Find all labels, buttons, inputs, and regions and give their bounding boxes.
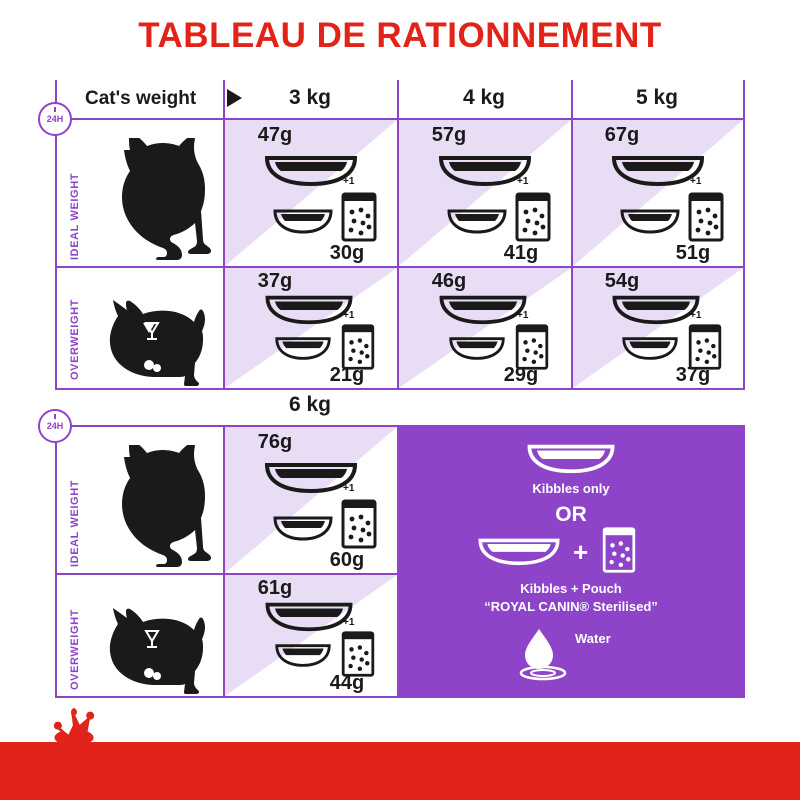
value-kibbles-only: 46g (431, 270, 467, 292)
value-kibbles-only: 61g (257, 577, 293, 599)
value-kibbles-pouch: 30g (329, 242, 365, 264)
cat-overweight-icon (89, 290, 219, 386)
value-kibbles-pouch: 44g (329, 672, 365, 694)
value-kibbles-only: 54g (604, 270, 640, 292)
legend-or-label: OR (555, 503, 587, 526)
royal-canin-crown-icon (44, 708, 106, 752)
value-kibbles-pouch: 21g (329, 364, 365, 386)
water-drop-icon (509, 623, 573, 685)
cell-overweight-6kg (225, 575, 397, 696)
legend-panel (397, 425, 745, 698)
badge-24h-label: 24H (46, 114, 64, 124)
row-label-ideal-top: IDEAL WEIGHT (69, 172, 81, 260)
weight-col-4kg: 4 kg (462, 86, 506, 109)
legend-product-name: “ROYAL CANIN® Sterilised” (484, 599, 658, 614)
bowl-small-icon (447, 334, 507, 364)
bowl-small-icon (273, 641, 333, 671)
weight-col-3kg: 3 kg (288, 86, 332, 109)
value-kibbles-pouch: 37g (675, 364, 711, 386)
weight-col-5kg: 5 kg (635, 86, 679, 109)
badge-24h-bottom (38, 409, 72, 443)
cat-ideal-weight-icon-2 (93, 445, 218, 567)
cat-ideal-weight-icon (93, 138, 218, 260)
badge-24h-label-2: 24H (46, 421, 64, 431)
pouch-icon (339, 190, 379, 244)
legend-kibbles-pouch-label: Kibbles + Pouch (520, 581, 622, 596)
value-kibbles-pouch: 51g (675, 242, 711, 264)
legend-water-label: Water (575, 631, 611, 646)
cell-ideal-6kg (225, 427, 397, 573)
badge-tick-icon (54, 414, 56, 419)
plus-one-label: +1 (690, 310, 702, 321)
value-kibbles-only: 67g (604, 124, 640, 146)
grid-line-v-right-top (743, 80, 745, 388)
legend-kibbles-only-label: Kibbles only (532, 481, 610, 496)
row-label-overweight-top: OVERWEIGHT (69, 299, 81, 380)
legend-plus-label: + (573, 537, 589, 567)
ration-table (46, 80, 745, 700)
pouch-white-icon (599, 525, 639, 575)
grid-line-v-left-bot (55, 425, 57, 696)
cat-weight-label: Cat's weight (85, 88, 197, 109)
row-label-ideal-bottom: IDEAL WEIGHT (69, 479, 81, 567)
cell-overweight-4kg (399, 268, 571, 388)
bowl-small-icon (273, 334, 333, 364)
pouch-icon (339, 497, 379, 551)
value-kibbles-pouch: 41g (503, 242, 539, 264)
bowl-small-icon (445, 206, 509, 238)
weight-col-6kg: 6 kg (288, 393, 332, 416)
plus-one-label: +1 (343, 483, 355, 494)
cell-overweight-3kg (225, 268, 397, 388)
value-kibbles-pouch: 60g (329, 549, 365, 571)
value-kibbles-only: 76g (257, 431, 293, 453)
plus-one-label: +1 (343, 176, 355, 187)
value-kibbles-only: 47g (257, 124, 293, 146)
cat-overweight-icon-2 (89, 598, 219, 694)
bowl-small-icon (618, 206, 682, 238)
value-kibbles-only: 57g (431, 124, 467, 146)
pouch-icon (513, 190, 553, 244)
plus-one-label: +1 (343, 310, 355, 321)
bowl-small-icon (620, 334, 680, 364)
bowl-small-icon (271, 206, 335, 238)
row-label-overweight-bottom: OVERWEIGHT (69, 609, 81, 690)
pouch-icon (686, 190, 726, 244)
footer-bar (0, 742, 800, 800)
plus-one-label: +1 (690, 176, 702, 187)
value-kibbles-only: 37g (257, 270, 293, 292)
cell-ideal-3kg (225, 120, 397, 266)
plus-one-label: +1 (343, 617, 355, 628)
cell-overweight-5kg (573, 268, 743, 388)
bowl-white-small-icon (475, 535, 563, 567)
grid-line-h-2 (55, 388, 745, 390)
cell-ideal-5kg (573, 120, 743, 266)
badge-24h-top (38, 102, 72, 136)
cell-ideal-4kg (399, 120, 571, 266)
bowl-white-icon (523, 441, 619, 475)
badge-tick-icon (54, 107, 56, 112)
plus-one-label: +1 (517, 310, 529, 321)
bowl-small-icon (271, 513, 335, 545)
plus-one-label: +1 (517, 176, 529, 187)
value-kibbles-pouch: 29g (503, 364, 539, 386)
page-title: TABLEAU DE RATIONNEMENT (138, 16, 662, 55)
